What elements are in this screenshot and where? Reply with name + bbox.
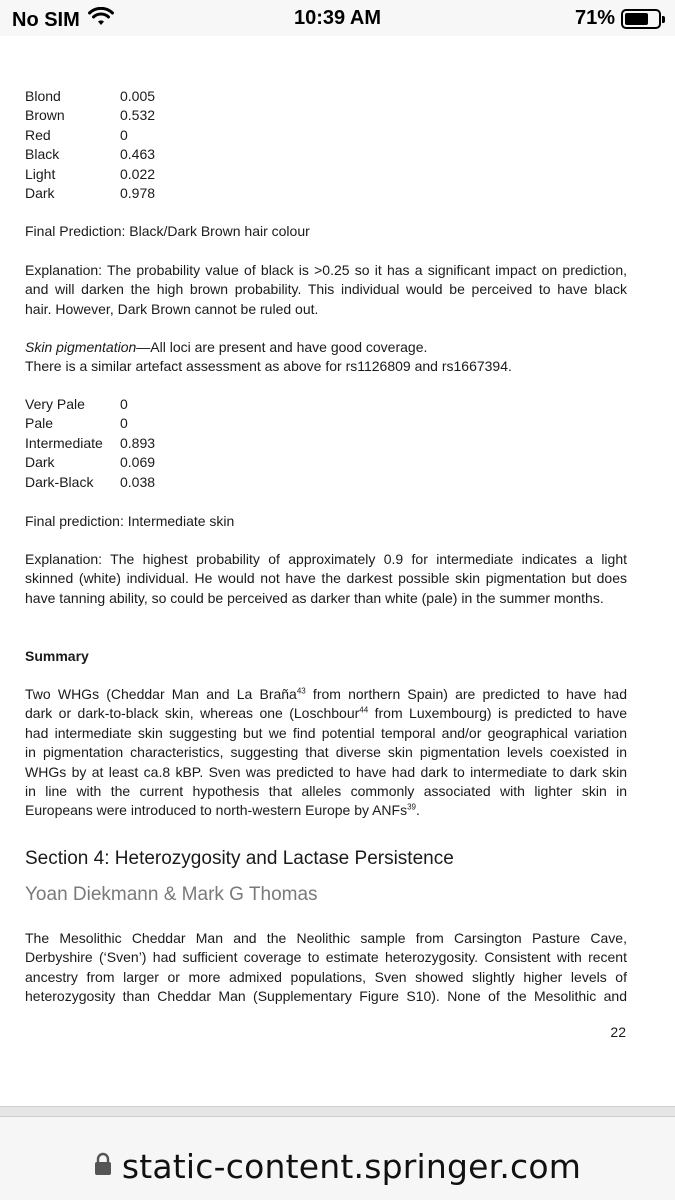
skin-table-row-value: 0.893 <box>120 434 156 451</box>
skin-table-row-label: Very Pale <box>25 396 85 412</box>
summary-line: WHGs by at least ca.8 kBP. Sven was predicted to have had dark to intermediate to dark skin <box>25 763 627 780</box>
carrier-label: No SIM <box>12 8 80 31</box>
status-bar <box>0 0 675 36</box>
skin-table-row <box>25 434 155 453</box>
section-title: Section 4: Heterozygosity and Lactase Persistence <box>25 848 454 869</box>
hair-table-row-label: Black <box>25 146 60 163</box>
lock-icon <box>94 1152 112 1181</box>
section-body-line: Derbyshire (‘Sven’) had sufficient coverage to estimate heterozygosity. Consistent with recent <box>25 949 627 966</box>
skin-table-row <box>25 414 155 433</box>
summary-line: in line with the current hypothesis that alleles commonly associated with lighter skin in <box>25 783 627 800</box>
summary-line: in pigmentation characteristics, suggesting that diverse skin pigmentation levels coexisted in <box>25 744 627 761</box>
skin-pigmentation-heading <box>25 338 427 357</box>
skin-pigmentation-note: —All loci are present and have good coverage. <box>136 339 428 355</box>
hair-table-row <box>25 184 155 203</box>
skin-table-row-label: Dark <box>25 454 55 471</box>
hair-table-row <box>25 106 155 125</box>
battery-group <box>575 7 661 30</box>
hair-explanation-line: and will darken the high brown probability. This individual would be perceived to have black <box>25 281 627 298</box>
page-number: 22 <box>610 1024 626 1040</box>
summary-line: Europeans were introduced to north-western Europe by ANFs$^{39}$. <box>25 802 420 819</box>
hair-table-row-value: 0.978 <box>120 185 156 202</box>
hair-table-row <box>25 165 155 184</box>
section-body <box>25 929 627 1007</box>
summary-line: had intermediate skin suggesting but we find potential temporal and/or geographical variation <box>25 724 627 741</box>
skin-pigmentation-table <box>25 395 155 492</box>
hair-table-row-value: 0.532 <box>120 107 156 124</box>
hair-explanation-line: hair. However, Dark Brown cannot be ruled out. <box>25 300 319 317</box>
clock: 10:39 AM <box>293 7 382 29</box>
battery-percent: 71% <box>574 7 615 29</box>
hair-table-row <box>25 87 155 106</box>
skin-table-row-value: 0 <box>120 415 128 432</box>
skin-pigmentation-label: Skin pigmentation <box>25 339 137 355</box>
hair-table-row <box>25 126 155 145</box>
summary-line: dark or dark-to-black skin, whereas one (Loschbour$^{44}$ from Luxembourg) is predicted to have <box>25 705 627 722</box>
address-bar[interactable] <box>0 1116 675 1200</box>
skin-table-row-label: Dark-Black <box>25 473 94 490</box>
hair-table-row-label: Dark <box>25 185 55 202</box>
hair-table-row-value: 0 <box>120 126 128 143</box>
citation-44[interactable]: 44 <box>359 705 369 715</box>
url-text[interactable]: static-content.springer.com <box>121 1147 582 1186</box>
hair-table-row-value: 0.022 <box>120 165 156 182</box>
hair-table-row-label: Brown <box>25 107 65 124</box>
skin-explanation-line: Explanation: The highest probability of approximately 0.9 for intermediate indicates a light <box>25 551 627 567</box>
skin-explanation-line: have tanning ability, so could be perceived as darker than white (pale) in the summer months. <box>25 589 604 606</box>
hair-explanation <box>25 261 627 319</box>
skin-table-row-label: Pale <box>25 415 54 432</box>
summary-line: Two WHGs (Cheddar Man and La Braña$^{43}$ from northern Spain) are predicted to have had <box>25 686 627 702</box>
skin-table-row-value: 0.038 <box>120 473 156 490</box>
section-body-line: The Mesolithic Cheddar Man and the Neolithic sample from Carsington Pasture Cave, <box>25 930 627 946</box>
skin-table-row-value: 0 <box>120 396 128 412</box>
summary-paragraph <box>25 685 627 821</box>
hair-table-row-value: 0.463 <box>120 146 156 163</box>
hair-table-row-label: Blond <box>25 88 61 104</box>
skin-artefact-note: There is a similar artefact assessment as above for rs1126809 and rs1667394. <box>25 358 512 374</box>
hair-table-row <box>25 145 155 164</box>
address-bar-content[interactable] <box>0 1147 675 1186</box>
summary-heading: Summary <box>25 648 89 664</box>
hair-table-row-label: Light <box>25 165 56 182</box>
hair-explanation-line: Explanation: The probability value of black is >0.25 so it has a significant impact on prediction, <box>25 262 627 278</box>
skin-final-prediction: Final prediction: Intermediate skin <box>25 513 235 529</box>
skin-table-row <box>25 473 155 492</box>
skin-table-row <box>25 395 155 414</box>
citation-43[interactable]: 43 <box>296 686 306 696</box>
skin-table-row-label: Intermediate <box>25 434 103 451</box>
hair-table-row-label: Red <box>25 126 51 143</box>
section-body-line: ancestry from larger or more admixed populations, Sven showed slightly higher levels of <box>25 968 627 985</box>
citation-39[interactable]: 39 <box>407 802 417 812</box>
section-authors: Yoan Diekmann & Mark G Thomas <box>25 884 318 905</box>
pdf-page[interactable] <box>0 36 675 1106</box>
section-body-line: heterozygosity than Cheddar Man (Supplementary Figure S10). None of the Mesolithic and <box>25 988 627 1005</box>
skin-explanation <box>25 550 627 608</box>
skin-explanation-line: skinned (white) individual. He would not have the darkest possible skin pigmentation but does <box>25 570 627 587</box>
battery-icon <box>621 9 661 29</box>
skin-table-row-value: 0.069 <box>120 454 156 471</box>
hair-final-prediction: Final Prediction: Black/Dark Brown hair colour <box>25 223 310 239</box>
hair-colour-table <box>25 87 155 203</box>
toolbar-separator <box>0 1106 675 1116</box>
hair-table-row-value: 0.005 <box>120 88 156 104</box>
skin-table-row <box>25 453 155 472</box>
